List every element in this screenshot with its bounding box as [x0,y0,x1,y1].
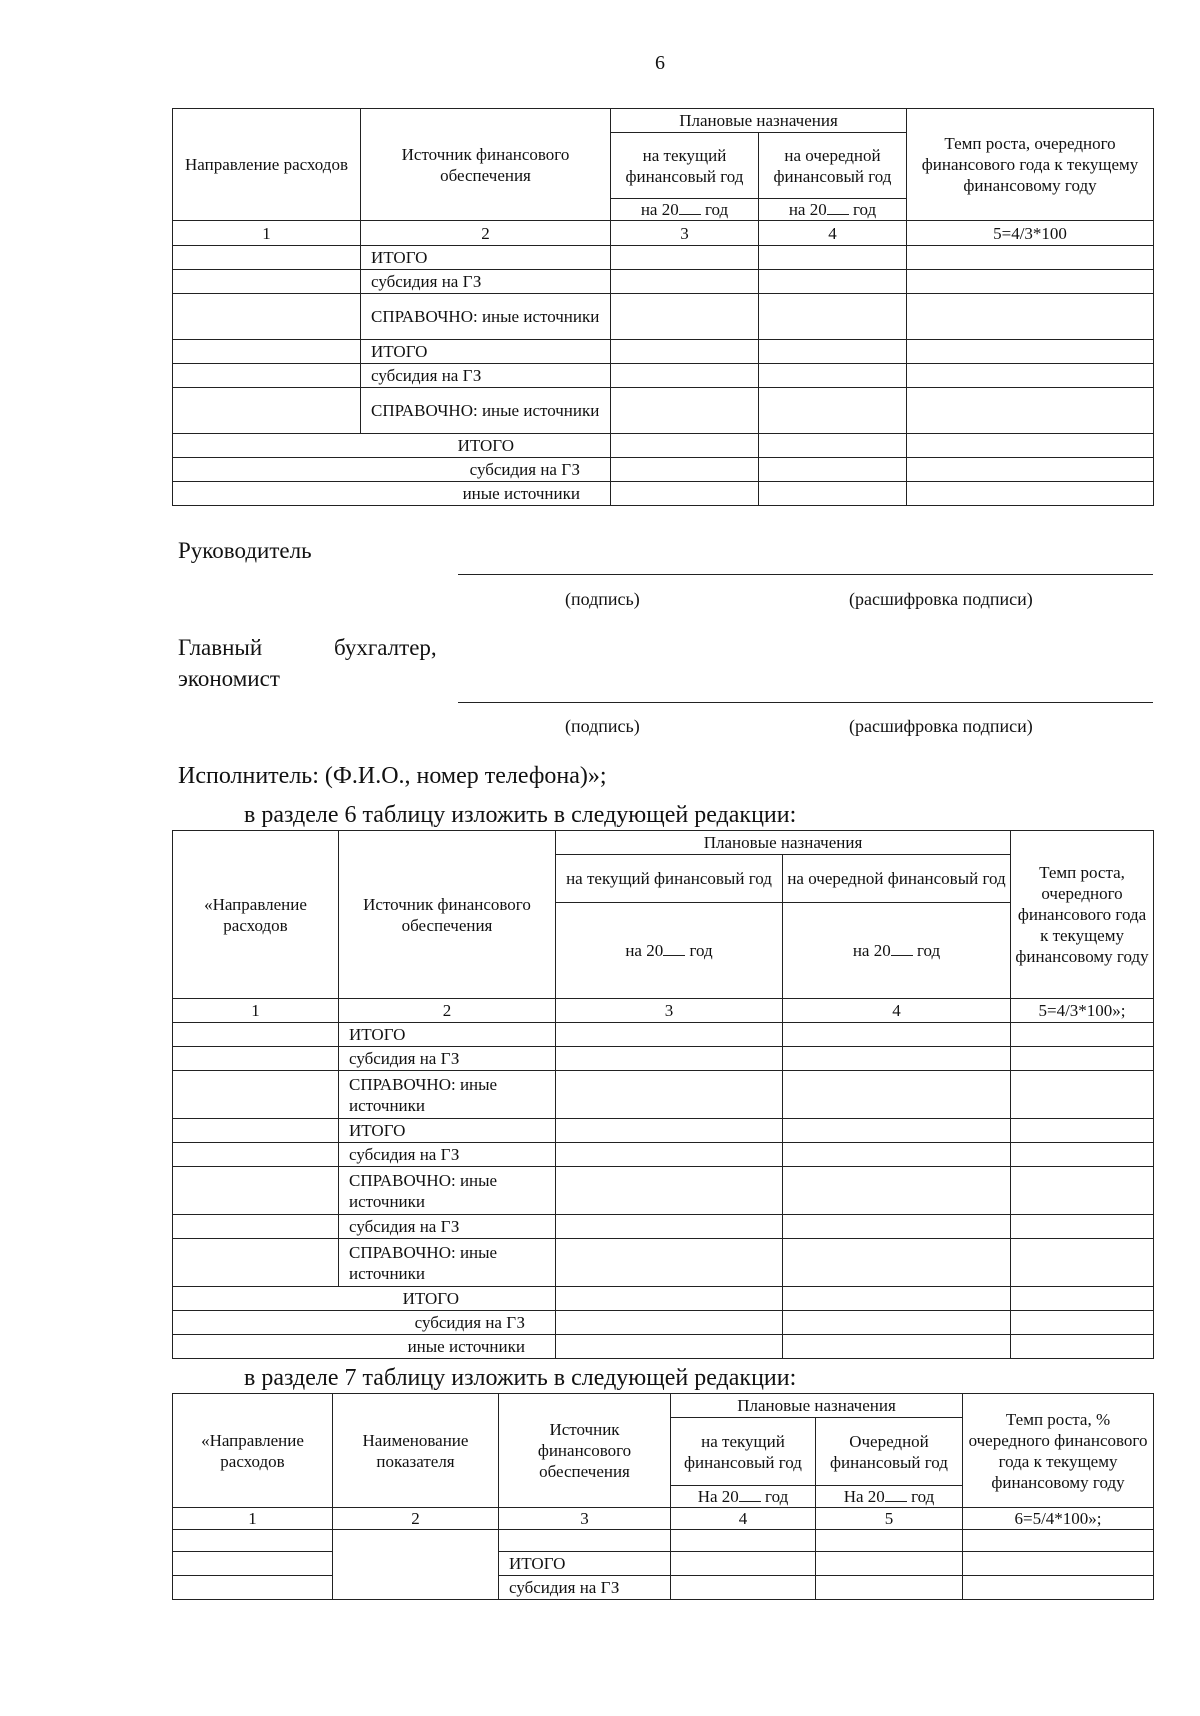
row-itogo: ИТОГО [339,1119,556,1143]
row-reference: СПРАВОЧНО: иные источники [361,388,611,434]
col-number: 2 [339,999,556,1023]
row-subsidy: субсидия на ГЗ [339,1047,556,1071]
col-number: 4 [759,221,907,246]
header-indicator: Наименование показателя [333,1394,499,1508]
header-planned: Плановые назначения [671,1394,963,1418]
col-number: 4 [783,999,1011,1023]
header-year-next: на 20 год [783,903,1011,999]
col-number: 6=5/4*100»; [963,1508,1154,1530]
header-year-next: На 20 год [816,1486,963,1508]
total-subsidy: субсидия на ГЗ [173,458,611,482]
decoding-caption: (расшифровка подписи) [849,589,1033,609]
header-growth: Темп роста, % очередного финансового года к текущему финансовому году [963,1394,1154,1508]
row-itogo: ИТОГО [361,246,611,270]
row-itogo: ИТОГО [339,1023,556,1047]
expenses-table-section6 [172,830,1154,1359]
total-itogo: ИТОГО [173,434,611,458]
signature-caption: (подпись) [565,716,640,736]
expenses-table-section7 [172,1393,1154,1600]
col-number: 1 [173,999,339,1023]
total-subsidy: субсидия на ГЗ [173,1311,556,1335]
head-signature-line [458,574,1153,575]
col-number: 3 [499,1508,671,1530]
header-current-year: на текущий финансовый год [556,855,783,903]
expenses-table-1 [172,108,1154,506]
header-year-current: На 20 год [671,1486,816,1508]
header-year-current: на 20 год [611,199,759,221]
col-number: 3 [611,221,759,246]
header-source: Источник финансового обеспечения [339,831,556,999]
header-next-year: Очередной финансовый год [816,1418,963,1486]
total-other-sources: иные источники [173,1335,556,1359]
header-direction: «Направление расходов [173,831,339,999]
col-number: 5=4/3*100 [907,221,1154,246]
header-year-current: на 20 год [556,903,783,999]
total-other-sources: иные источники [173,482,611,506]
col-number: 2 [333,1508,499,1530]
header-direction: Направление расходов [173,109,361,221]
row-subsidy: субсидия на ГЗ [499,1576,671,1600]
col-number: 5 [816,1508,963,1530]
row-reference: СПРАВОЧНО: иные источники [361,294,611,340]
header-growth: Темп роста, очередного финансового года к текущему финансовому году [907,109,1154,221]
col-number: 1 [173,1508,333,1530]
header-planned: Плановые назначения [556,831,1011,855]
header-current-year: на текущий финансовый год [671,1418,816,1486]
col-number: 4 [671,1508,816,1530]
header-source: Источник финансового обеспечения [361,109,611,221]
decoding-caption: (расшифровка подписи) [849,716,1033,736]
row-reference: СПРАВОЧНО: иные источники [339,1239,556,1287]
page-number: 6 [655,52,665,74]
section7-intro: в разделе 7 таблицу изложить в следующей редакции: [244,1365,797,1391]
row-subsidy: субсидия на ГЗ [339,1143,556,1167]
header-next-year: на очередной финансовый год [759,133,907,199]
total-itogo: ИТОГО [173,1287,556,1311]
col-number: 1 [173,221,361,246]
row-reference: СПРАВОЧНО: иные источники [339,1167,556,1215]
chief-signature-line [458,702,1153,703]
head-label: Руководитель [178,538,312,563]
col-number: 3 [556,999,783,1023]
executor-line: Исполнитель: (Ф.И.О., номер телефона)»; [178,763,607,789]
header-next-year: на очередной финансовый год [783,855,1011,903]
col-number: 2 [361,221,611,246]
header-current-year: на текущий финансовый год [611,133,759,199]
chief-accountant-label-2: бухгалтер, [334,635,437,660]
signature-caption: (подпись) [565,589,640,609]
header-growth: Темп роста, очередного финансового года к текущему финансовому году [1011,831,1154,999]
header-direction: «Направление расходов [173,1394,333,1508]
row-subsidy: субсидия на ГЗ [361,270,611,294]
header-source: Источник финансового обеспечения [499,1394,671,1508]
chief-accountant-label-1: Главный [178,635,263,660]
row-reference: СПРАВОЧНО: иные источники [339,1071,556,1119]
row-itogo: ИТОГО [499,1552,671,1576]
chief-accountant-label-3: экономист [178,666,280,691]
section6-intro: в разделе 6 таблицу изложить в следующей редакции: [244,802,797,828]
row-subsidy: субсидия на ГЗ [361,364,611,388]
row-itogo: ИТОГО [361,340,611,364]
header-planned: Плановые назначения [611,109,907,133]
row-subsidy: субсидия на ГЗ [339,1215,556,1239]
col-number: 5=4/3*100»; [1011,999,1154,1023]
header-year-next: на 20 год [759,199,907,221]
